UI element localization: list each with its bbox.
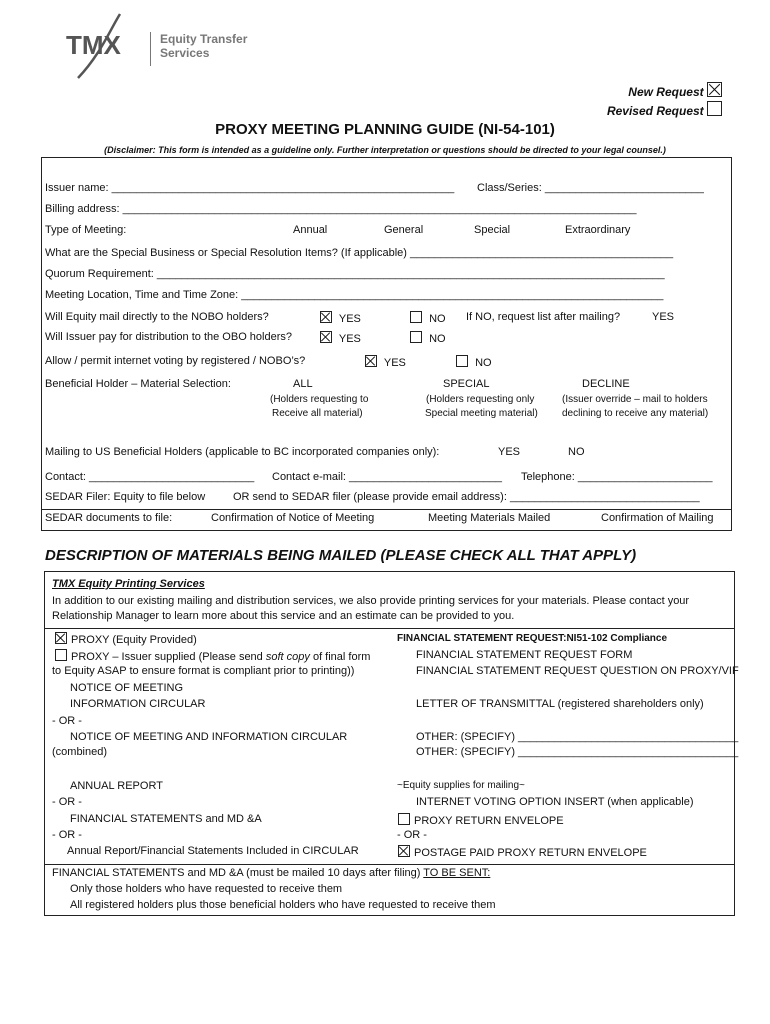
to-be-sent-label: TO BE SENT: [423, 867, 491, 879]
proxy-equity-option[interactable] [55, 632, 197, 646]
sedar-doc-notice[interactable]: Confirmation of Notice of Meeting [211, 512, 375, 524]
or-separator-right: - OR - [397, 829, 427, 841]
proxy-return-envelope-checkbox[interactable] [398, 813, 410, 825]
report-included-in-circular[interactable]: Annual Report/Financial Statements Included in CIRCULAR [67, 845, 359, 857]
fs-mailing-line [52, 867, 490, 879]
meeting-type-special[interactable]: Special [474, 224, 511, 236]
printing-line-1: In addition to our existing mailing and distribution services, we also provide printing services for your materials. Please contact your [52, 595, 690, 607]
proxy-equity-checkbox[interactable] [55, 632, 67, 644]
fs-request-question[interactable]: FINANCIAL STATEMENT REQUEST QUESTION ON PROXY/VIF [416, 665, 739, 677]
special-note-1: (Holders requesting only [426, 394, 535, 405]
sedar-doc-materials[interactable]: Meeting Materials Mailed [428, 512, 551, 524]
information-circular[interactable]: INFORMATION CIRCULAR [70, 698, 206, 710]
internet-yes-option[interactable] [365, 355, 406, 369]
fs-request-form[interactable]: FINANCIAL STATEMENT REQUEST FORM [416, 649, 633, 661]
revised-request-checkbox[interactable] [707, 101, 722, 116]
contact-email-field[interactable]: Contact e-mail: _________________________ [272, 471, 502, 483]
or-separator-3: - OR - [52, 829, 82, 841]
nobo-no-checkbox[interactable] [410, 311, 422, 323]
letter-of-transmittal[interactable]: LETTER OF TRANSMITTAL (registered shareholders only) [416, 698, 704, 710]
sedar-email-field[interactable]: OR send to SEDAR filer (please provide email address): _______________________________ [233, 491, 700, 503]
form-divider [41, 509, 732, 510]
notice-and-circular[interactable]: NOTICE OF MEETING AND INFORMATION CIRCULAR [70, 731, 348, 743]
proxy-issuer-checkbox[interactable] [55, 649, 67, 661]
sedar-filer-label[interactable]: SEDAR Filer: Equity to file below [45, 491, 206, 503]
beneficial-decline[interactable]: DECLINE [582, 378, 630, 390]
nobo-no-option[interactable] [410, 311, 446, 325]
internet-yes-label: YES [383, 357, 406, 369]
obo-yes-option[interactable] [320, 331, 361, 345]
printing-divider [44, 628, 735, 629]
proxy-issuer-option[interactable] [55, 649, 370, 663]
postage-paid-envelope-label: POSTAGE PAID PROXY RETURN ENVELOPE [414, 847, 647, 859]
nobo-yes-label: YES [338, 313, 361, 325]
nobo-yes-checkbox[interactable] [320, 311, 332, 323]
us-holders-question: Mailing to US Beneficial Holders (applicable to BC incorporated companies only): [45, 446, 440, 458]
logo-division-line2: Services [160, 46, 210, 60]
sedar-docs-label: SEDAR documents to file: [45, 512, 173, 524]
proxy-equity-label: PROXY (Equity Provided) [71, 634, 197, 646]
proxy-return-envelope-label: PROXY RETURN ENVELOPE [414, 815, 564, 827]
proxy-issuer-label-b: of final form [309, 651, 371, 663]
postage-paid-envelope-checkbox[interactable] [398, 845, 410, 857]
proxy-issuer-note: to Equity ASAP to ensure format is compliant prior to printing)) [52, 665, 355, 677]
decline-note-1: (Issuer override – mail to holders [562, 394, 708, 405]
obo-question: Will Issuer pay for distribution to the OBO holders? [45, 331, 292, 343]
nobo-question: Will Equity mail directly to the NOBO holders? [45, 311, 269, 323]
notice-of-meeting[interactable]: NOTICE OF MEETING [70, 682, 184, 694]
obo-no-checkbox[interactable] [410, 331, 422, 343]
obo-yes-checkbox[interactable] [320, 331, 332, 343]
internet-voting-insert[interactable]: INTERNET VOTING OPTION INSERT (when applicable) [416, 796, 694, 808]
meeting-type-annual[interactable]: Annual [293, 224, 328, 236]
location-field[interactable]: Meeting Location, Time and Time Zone: _____________________________________________________________________ [45, 289, 664, 301]
meeting-type-general[interactable]: General [384, 224, 424, 236]
financial-statements[interactable]: FINANCIAL STATEMENTS and MD &A [70, 813, 262, 825]
disclaimer: (Disclaimer: This form is intended as a guideline only. Further interpretation or questions should be directed to your legal counsel.) [104, 145, 666, 155]
meeting-type-label: Type of Meeting: [45, 224, 127, 236]
internet-no-option[interactable] [456, 355, 492, 369]
special-note-2: Special meeting material) [425, 408, 538, 419]
obo-yes-label: YES [338, 333, 361, 345]
postage-paid-envelope-option[interactable] [398, 845, 647, 859]
or-separator-1: - OR - [52, 715, 82, 727]
fs-request-title: FINANCIAL STATEMENT REQUEST:NI51-102 Compliance [397, 633, 668, 644]
proxy-issuer-label-a: PROXY – Issuer supplied (Please send [71, 651, 266, 663]
nobo-no-label: NO [429, 313, 446, 325]
beneficial-label: Beneficial Holder – Material Selection: [45, 378, 231, 390]
printing-title: TMX Equity Printing Services [52, 578, 205, 590]
us-holders-yes[interactable]: YES [498, 446, 521, 458]
internet-no-label: NO [475, 357, 492, 369]
equity-supplies-heading: ~Equity supplies for mailing~ [397, 780, 525, 791]
all-note-2: Receive all material) [272, 408, 363, 419]
logo-brand: TMX [66, 30, 121, 60]
obo-no-label: NO [429, 333, 446, 345]
other-specify-1[interactable]: OTHER: (SPECIFY) ____________________________________ [416, 731, 739, 743]
section-materials-title: DESCRIPTION OF MATERIALS BEING MAILED (PLEASE CHECK ALL THAT APPLY) [45, 547, 637, 564]
us-holders-no[interactable]: NO [568, 446, 585, 458]
meeting-type-extraordinary[interactable]: Extraordinary [565, 224, 631, 236]
revised-request-label: Revised Request [606, 104, 704, 118]
beneficial-special[interactable]: SPECIAL [443, 378, 490, 390]
tmx-logo [60, 10, 260, 82]
logo-division-line1: Equity Transfer [160, 32, 248, 46]
revised-request-row [580, 101, 726, 118]
proxy-issuer-soft-copy: soft copy [265, 651, 310, 663]
quorum-field[interactable]: Quorum Requirement: ___________________________________________________________________________________ [45, 268, 665, 280]
proxy-return-envelope-option[interactable] [398, 813, 564, 827]
fs-mailing-text: FINANCIAL STATEMENTS and MD &A (must be mailed 10 days after filing) [52, 867, 424, 879]
printing-line-2: Relationship Manager to learn more about this service and an estimate can be provided to you. [52, 610, 515, 622]
internet-yes-checkbox[interactable] [365, 355, 377, 367]
nobo-yes-option[interactable] [320, 311, 361, 325]
telephone-field[interactable]: Telephone: ______________________ [521, 471, 713, 483]
logo-divider [150, 32, 151, 66]
new-request-checkbox[interactable] [707, 82, 722, 97]
new-request-row [600, 82, 726, 99]
internet-question: Allow / permit internet voting by registered / NOBO’s? [45, 355, 306, 367]
new-request-label: New Request [628, 85, 704, 99]
internet-no-checkbox[interactable] [456, 355, 468, 367]
class-series-field[interactable]: Class/Series: __________________________ [477, 182, 704, 194]
sedar-doc-confirmation[interactable]: Confirmation of Mailing [601, 512, 714, 524]
special-items-field[interactable]: What are the Special Business or Special Resolution Items? (If applicable) ___________________________________________ [45, 247, 674, 259]
or-separator-2: - OR - [52, 796, 82, 808]
decline-note-2: declining to receive any material) [562, 408, 709, 419]
obo-no-option[interactable] [410, 331, 446, 345]
issuer-name-field[interactable]: Issuer name: ________________________________________________________ [45, 182, 455, 194]
beneficial-all[interactable]: ALL [293, 378, 313, 390]
page-title: PROXY MEETING PLANNING GUIDE (NI-54-101) [215, 121, 555, 138]
all-note-1: (Holders requesting to [270, 394, 369, 405]
other-specify-2[interactable]: OTHER: (SPECIFY) ____________________________________ [416, 746, 739, 758]
combined-note: (combined) [52, 746, 108, 758]
fs-option-requested[interactable]: Only those holders who have requested to receive them [70, 883, 343, 895]
fs-option-all[interactable]: All registered holders plus those beneficial holders who have requested to receive them [70, 899, 496, 911]
if-no-question: If NO, request list after mailing? [466, 311, 621, 323]
billing-address-field[interactable]: Billing address: ____________________________________________________________________________________ [45, 203, 637, 215]
footer-divider [44, 864, 735, 865]
contact-field[interactable]: Contact: ___________________________ [45, 471, 255, 483]
if-no-yes[interactable]: YES [652, 311, 675, 323]
annual-report[interactable]: ANNUAL REPORT [70, 780, 163, 792]
